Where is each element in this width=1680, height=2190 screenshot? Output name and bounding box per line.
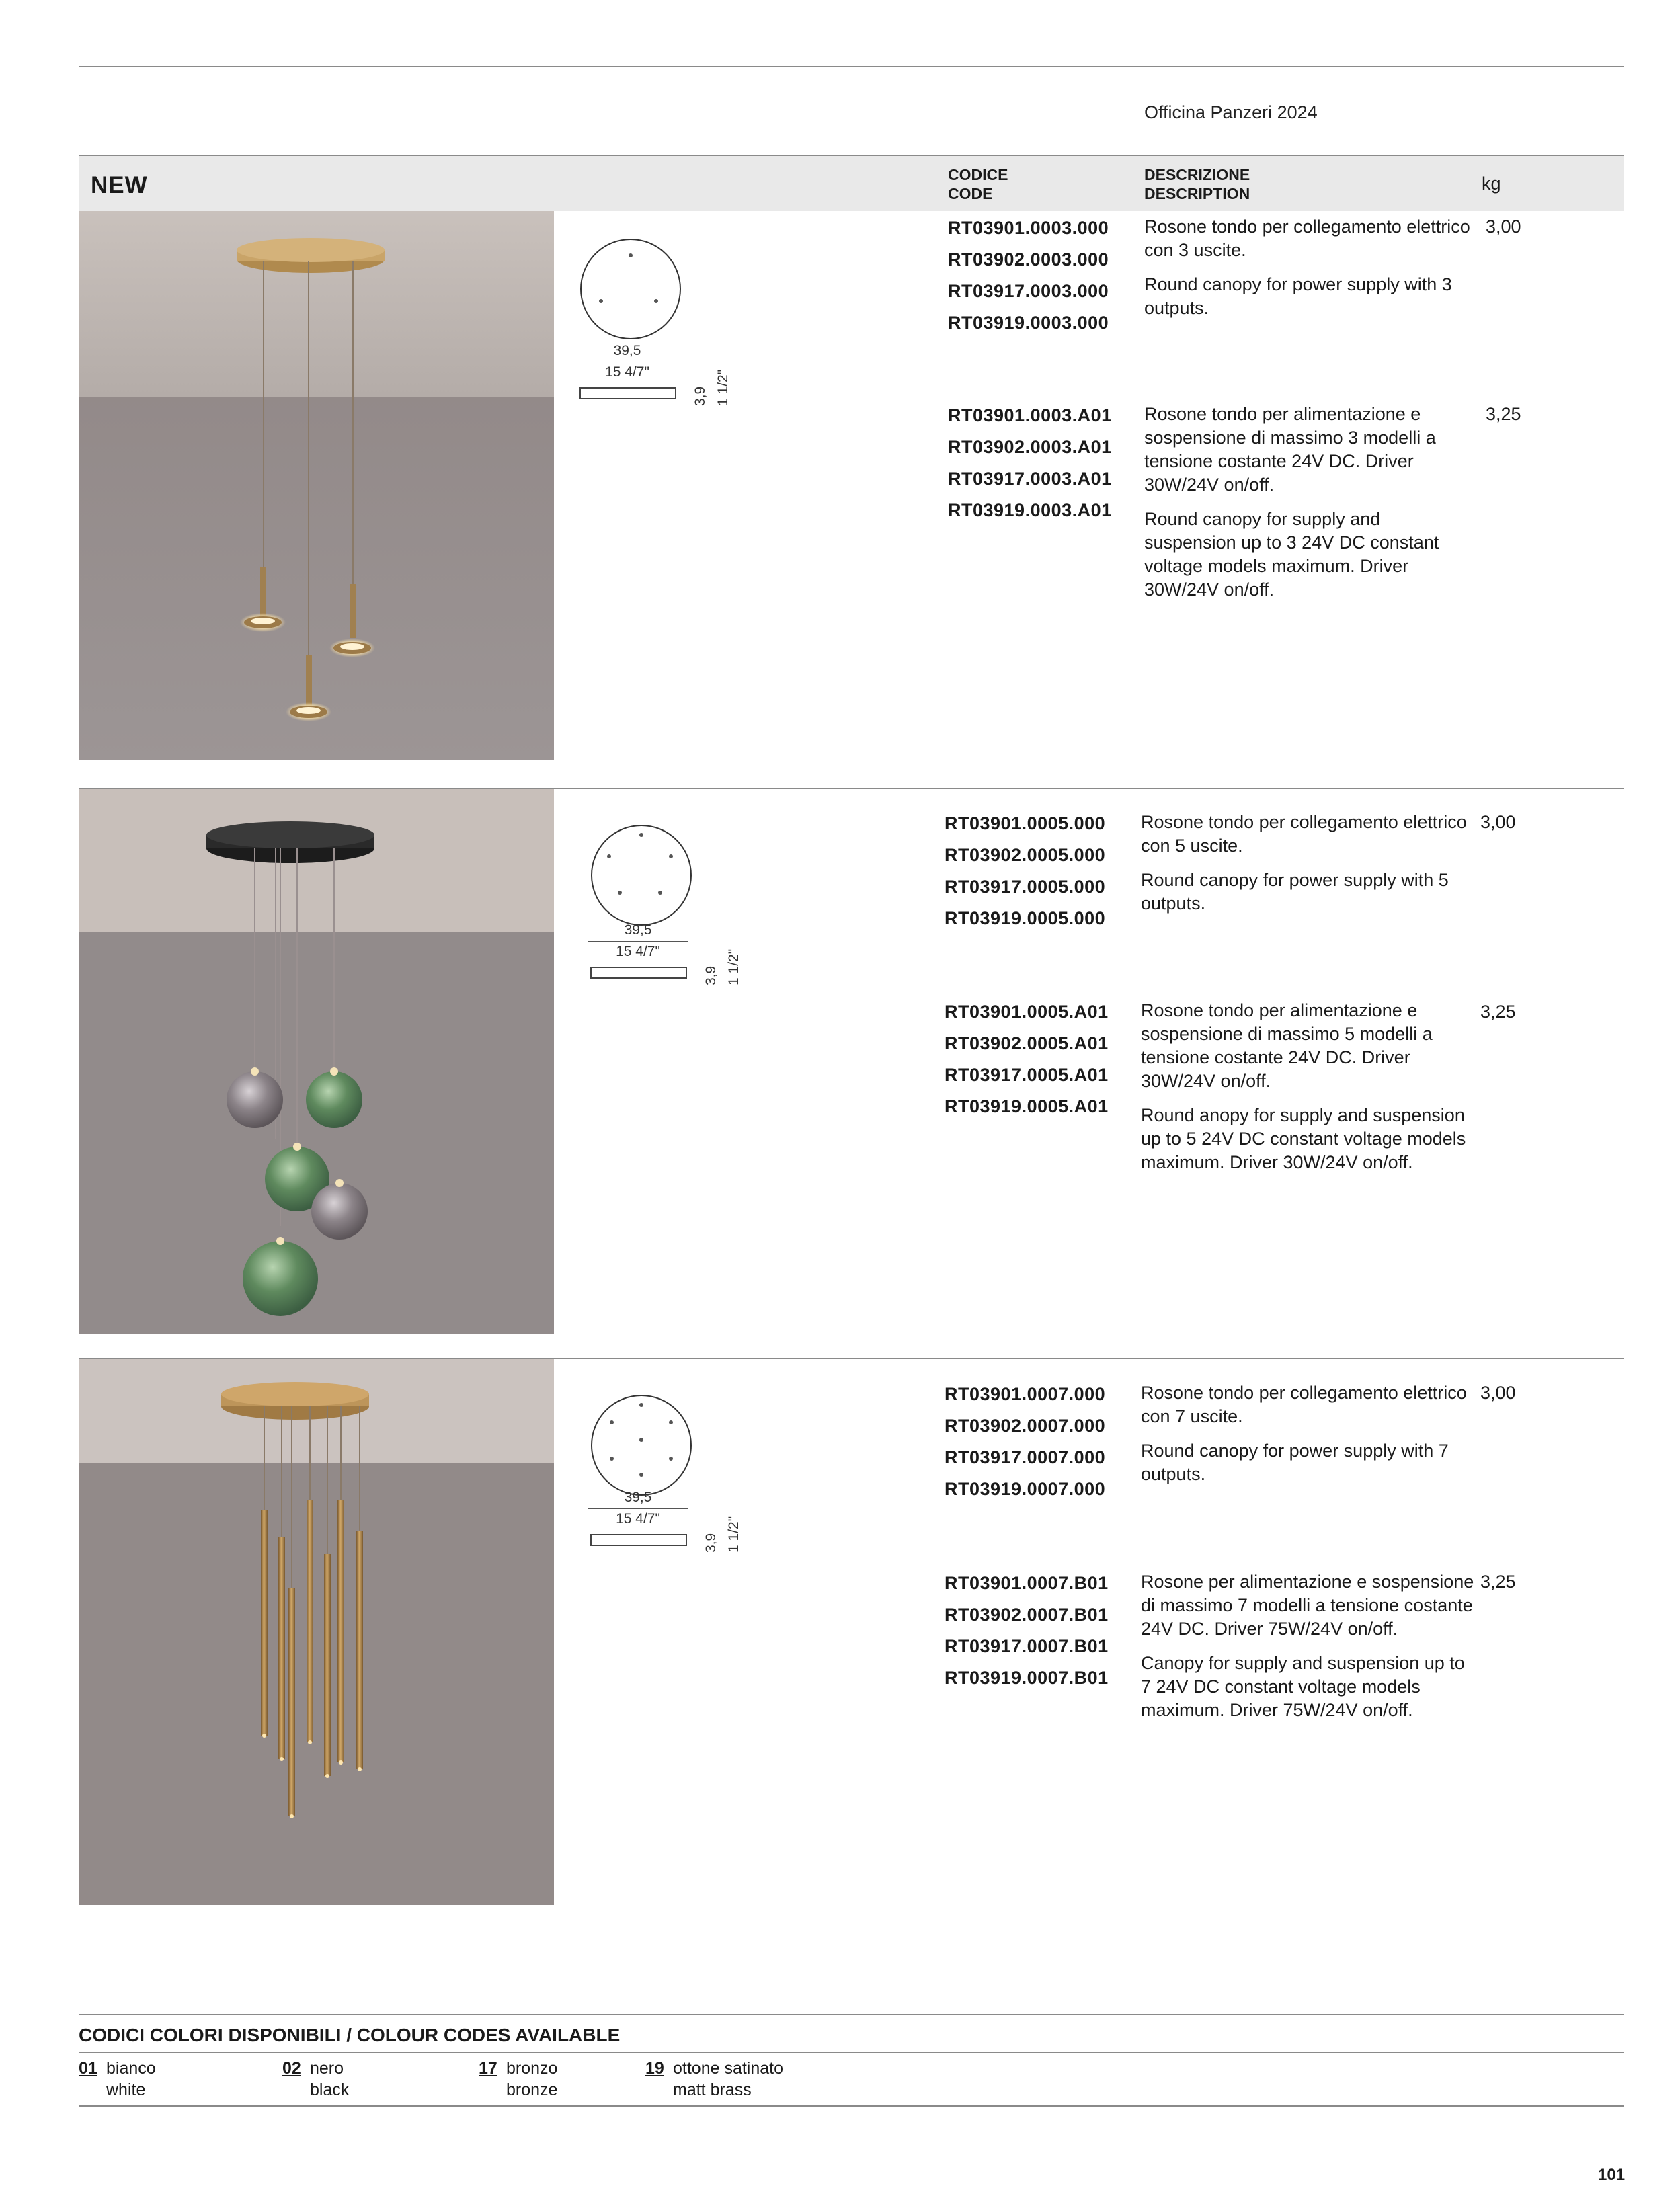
top-rule xyxy=(79,66,1624,67)
height-cm: 3,9 xyxy=(703,965,719,985)
weight-value: 3,00 xyxy=(1480,812,1516,832)
colour-code: 02 xyxy=(282,2059,301,2078)
canopy-drawing-7-outputs xyxy=(588,1391,742,1580)
colour-name-it: bronzo xyxy=(506,2059,558,2078)
canopy-drawing-5-outputs xyxy=(588,821,742,1010)
colour-name-en: matt brass xyxy=(673,2080,752,2099)
product-code: RT03917.0003.A01 xyxy=(948,469,1112,489)
code-list xyxy=(945,1568,1109,1694)
colour-name xyxy=(506,2058,557,2101)
code-list xyxy=(945,996,1109,1123)
description-en: Canopy for supply and suspension up to 7 24V DC constant voltage models maximum. Driver 75W/24V on/off. xyxy=(1141,1653,1465,1720)
description-en: Round canopy for power supply with 3 outputs. xyxy=(1144,274,1452,318)
code-list xyxy=(945,808,1105,934)
desc-header-it: DESCRIZIONE xyxy=(1144,166,1250,184)
product-code: RT03902.0003.A01 xyxy=(948,437,1112,457)
product-photo-3-discs xyxy=(79,211,554,760)
colour-name-it: ottone satinato xyxy=(673,2059,784,2078)
colour-name xyxy=(106,2058,156,2101)
colours-rule-bottom xyxy=(79,2105,1624,2107)
description-it: Rosone per alimentazione e sospensione di massimo 7 modelli a tensione costante 24V DC. Driver 75W/24V on/off. xyxy=(1141,1572,1474,1639)
canopy-top-view xyxy=(577,235,684,343)
product-code: RT03919.0003.000 xyxy=(948,313,1109,333)
weight-value: 3,00 xyxy=(1480,1383,1516,1403)
product-code: RT03919.0003.A01 xyxy=(948,500,1112,520)
canopy-top-view xyxy=(588,821,695,929)
description-it: Rosone tondo per collegamento elettrico con 7 uscite. xyxy=(1141,1383,1467,1426)
product-code: RT03901.0003.000 xyxy=(948,218,1109,238)
product-code: RT03902.0005.000 xyxy=(945,845,1106,865)
description-it: Rosone tondo per alimentazione e sospensione di massimo 3 modelli a tensione costante 24V DC. Driver 30W/24V on/off. xyxy=(1144,404,1436,495)
weight-value: 3,00 xyxy=(1486,216,1521,237)
product-code: RT03919.0007.B01 xyxy=(945,1668,1109,1688)
colour-name xyxy=(673,2058,783,2101)
description xyxy=(1141,1570,1477,1733)
code-list xyxy=(948,400,1112,526)
height-in: 1 1/2" xyxy=(726,948,742,985)
product-code: RT03901.0007.000 xyxy=(945,1384,1106,1404)
product-code: RT03901.0003.A01 xyxy=(948,405,1112,425)
weight-value: 3,25 xyxy=(1480,1002,1516,1022)
description-it: Rosone tondo per collegamento elettrico con 5 uscite. xyxy=(1141,812,1467,856)
description xyxy=(1141,999,1470,1185)
diameter-cm: 39,5 xyxy=(613,343,641,358)
product-code: RT03919.0005.A01 xyxy=(945,1096,1109,1117)
product-code: RT03917.0007.000 xyxy=(945,1447,1106,1467)
diameter-cm: 39,5 xyxy=(624,922,652,938)
colour-name-it: bianco xyxy=(106,2059,156,2078)
product-code: RT03902.0003.000 xyxy=(948,249,1109,270)
product-code: RT03917.0005.A01 xyxy=(945,1065,1109,1085)
colour-name-en: black xyxy=(310,2080,350,2099)
code-header-it: CODICE xyxy=(948,166,1008,184)
weight-value: 3,25 xyxy=(1486,404,1521,424)
product-code: RT03917.0007.B01 xyxy=(945,1636,1109,1656)
height-in: 1 1/2" xyxy=(715,369,731,406)
code-column-header xyxy=(948,165,1008,203)
product-photo-5-spheres xyxy=(79,789,554,1334)
description-en: Round canopy for power supply with 5 outputs. xyxy=(1141,870,1449,914)
table-header xyxy=(79,156,1624,211)
height-cm: 3,9 xyxy=(692,386,708,406)
product-code: RT03902.0007.B01 xyxy=(945,1605,1109,1625)
colours-rule-mid xyxy=(79,2052,1624,2053)
product-code: RT03901.0005.A01 xyxy=(945,1002,1109,1022)
description xyxy=(1144,215,1474,331)
new-label: NEW xyxy=(91,172,148,198)
description-en: Round anopy for supply and suspension up to 5 24V DC constant voltage models maximum. Driver 30W/24V on/off. xyxy=(1141,1105,1466,1172)
product-code: RT03901.0005.000 xyxy=(945,813,1106,834)
colour-code: 17 xyxy=(479,2059,497,2078)
diameter-in: 15 4/7" xyxy=(616,944,660,959)
diameter-cm: 39,5 xyxy=(624,1490,652,1505)
product-code: RT03917.0005.000 xyxy=(945,877,1106,897)
colour-name-it: nero xyxy=(310,2059,344,2078)
canopy-drawing-3-outputs xyxy=(577,235,731,423)
product-code: RT03919.0007.000 xyxy=(945,1479,1106,1499)
page-number: 101 xyxy=(1598,2166,1626,2184)
colour-name-en: white xyxy=(106,2080,146,2099)
product-code: RT03901.0007.B01 xyxy=(945,1573,1109,1593)
description-it: Rosone tondo per alimentazione e sospensione di massimo 5 modelli a tensione costante 24V DC. Driver 30W/24V on/off. xyxy=(1141,1000,1433,1091)
diameter-in: 15 4/7" xyxy=(616,1511,660,1527)
code-list xyxy=(945,1379,1105,1505)
colours-rule-top xyxy=(79,2014,1624,2015)
desc-header-en: DESCRIPTION xyxy=(1144,185,1250,202)
height-in: 1 1/2" xyxy=(726,1516,742,1553)
description-column-header xyxy=(1144,165,1250,203)
brand-label: Officina Panzeri 2024 xyxy=(1144,102,1318,122)
description xyxy=(1144,403,1474,612)
description-it: Rosone tondo per collegamento elettrico con 3 uscite. xyxy=(1144,216,1470,260)
code-list xyxy=(948,212,1109,339)
product-photo-7-tubes xyxy=(79,1359,554,1905)
diameter-in: 15 4/7" xyxy=(605,364,649,380)
product-code: RT03902.0007.000 xyxy=(945,1416,1106,1436)
product-code: RT03919.0005.000 xyxy=(945,908,1106,928)
colour-code: 01 xyxy=(79,2059,97,2078)
description xyxy=(1141,811,1470,926)
weight-column-header: kg xyxy=(1482,173,1501,194)
colour-name xyxy=(310,2058,349,2101)
colour-name-en: bronze xyxy=(506,2080,558,2099)
weight-value: 3,25 xyxy=(1480,1572,1516,1592)
description xyxy=(1141,1381,1470,1497)
product-code: RT03902.0005.A01 xyxy=(945,1033,1109,1053)
height-cm: 3,9 xyxy=(703,1533,719,1553)
canopy-top-view xyxy=(588,1391,695,1499)
description-en: Round canopy for supply and suspension up to 3 24V DC constant voltage models maximum. Driver 30W/24V on/off. xyxy=(1144,509,1439,600)
colour-code: 19 xyxy=(645,2059,664,2078)
description-en: Round canopy for power supply with 7 outputs. xyxy=(1141,1441,1449,1484)
code-header-en: CODE xyxy=(948,185,993,202)
colour-codes-title: CODICI COLORI DISPONIBILI / COLOUR CODES AVAILABLE xyxy=(79,2025,621,2045)
product-code: RT03917.0003.000 xyxy=(948,281,1109,301)
